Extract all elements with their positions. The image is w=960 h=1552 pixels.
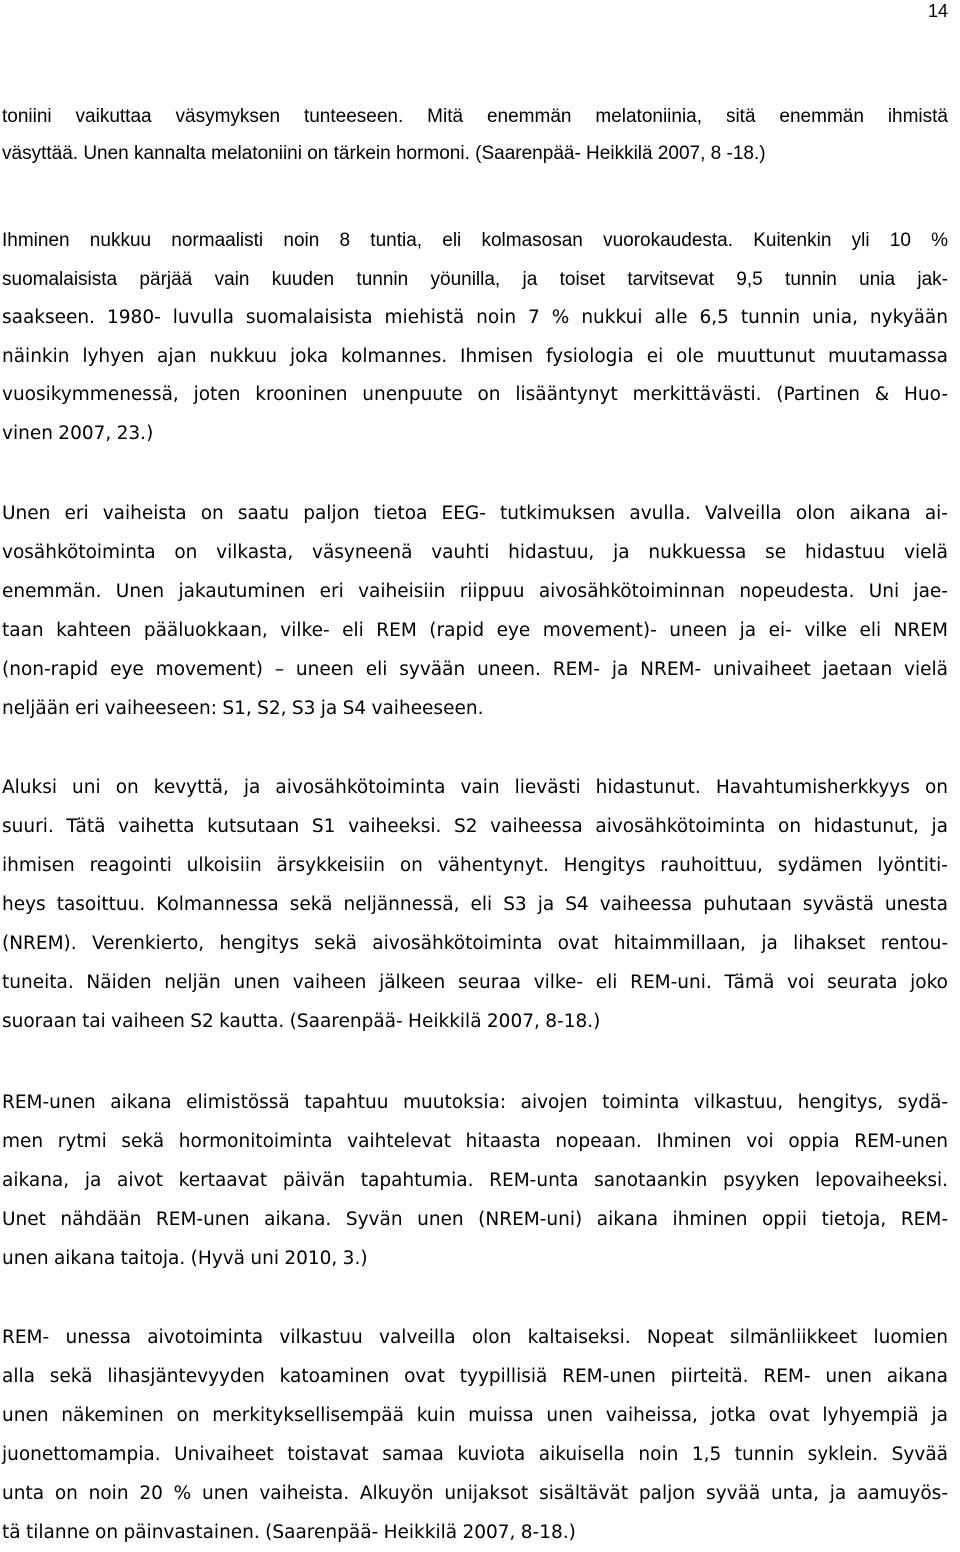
paragraph-sleep-duration xyxy=(2,222,948,453)
text-line: Unet nähdään REM-unen aikana. Syvän unen (NREM-uni) aikana ihminen oppii tietoja, REM- xyxy=(2,1209,948,1230)
text-line: tuneita. Näiden neljän unen vaiheen jälkeen seuraa vilke- eli REM-uni. Tämä voi seurata joko xyxy=(2,972,948,993)
text-line: suoraan tai vaiheen S2 kautta. (Saarenpää- Heikkilä 2007, 8-18.) xyxy=(2,1011,601,1032)
text-line: (non-rapid eye movement) – uneen eli syvään uneen. REM- ja NREM- univaiheet jaetaan vielä xyxy=(2,659,948,680)
text-line: unen aikana taitoja. (Hyvä uni 2010, 3.) xyxy=(2,1248,368,1269)
paragraph-rem-activity xyxy=(2,1318,948,1552)
text-line: REM-unen aikana elimistössä tapahtuu muutoksia: aivojen toiminta vilkastuu, hengitys, sydä- xyxy=(2,1092,948,1113)
text-line: juonettomampia. Univaiheet toistavat samaa kuviota aikuisella noin 1,5 tunnin syklein. Syvää xyxy=(2,1444,948,1465)
text-line: REM- unessa aivotoiminta vilkastuu valveilla olon kaltaiseksi. Nopeat silmänliikkeet luomien xyxy=(2,1327,948,1348)
page-number: 14 xyxy=(927,1,948,21)
text-line: suomalaisista pärjää vain kuuden tunnin yöunilla, ja toiset tarvitsevat 9,5 tunnin unia jak- xyxy=(2,268,948,290)
text-line: tä tilanne on päinvastainen. (Saarenpää- Heikkilä 2007, 8-18.) xyxy=(2,1522,576,1543)
text-line: saakseen. 1980- luvulla suomalaisista miehistä noin 7 % nukkui alle 6,5 tunnin unia, nykyään xyxy=(2,307,948,328)
paragraph-light-sleep xyxy=(2,768,948,1041)
paragraph-rem-changes xyxy=(2,1083,948,1278)
text-line: näinkin lyhyen ajan nukkuu joka kolmannes. Ihmisen fysiologia ei ole muuttunut muutamassa xyxy=(2,345,948,367)
text-line: ihmisen reagointi ulkoisiin ärsykkeisiin on vähentynyt. Hengitys rauhoittuu, sydämen lyöntiti- xyxy=(2,855,948,876)
paragraph-melatonin xyxy=(2,98,948,172)
text-line: unta on noin 20 % unen vaiheista. Alkuyön unijaksot sisältävät paljon syvää unta, ja aamuyös- xyxy=(2,1483,948,1504)
text-line: suuri. Tätä vaihetta kutsutaan S1 vaiheeksi. S2 vaiheessa aivosähkötoiminta on hidastunut, ja xyxy=(2,816,948,837)
text-line: taan kahteen pääluokkaan, vilke- eli REM (rapid eye movement)- uneen ja ei- vilke eli NREM xyxy=(2,620,948,641)
text-line: unen näkeminen on merkityksellisempää kuin muissa unen vaiheissa, jotka ovat lyhyempiä ja xyxy=(2,1405,948,1426)
text-line: men rytmi sekä hormonitoiminta vaihtelevat hitaasta nopeaan. Ihminen voi oppia REM-unen xyxy=(2,1131,948,1152)
text-line: aikana, ja aivot kertaavat päivän tapahtumia. REM-unta sanotaankin psyyken lepovaiheeksi. xyxy=(2,1170,948,1191)
text-line: vuosikymmenessä, joten krooninen unenpuute on lisääntynyt merkittävästi. (Partinen & Huo- xyxy=(2,384,948,405)
text-line: Aluksi uni on kevyttä, ja aivosähkötoiminta vain lievästi hidastunut. Havahtumisherkkyys on xyxy=(2,777,948,798)
paragraph-sleep-stages xyxy=(2,494,948,728)
text-line: heys tasoittuu. Kolmannessa sekä neljännessä, eli S3 ja S4 vaiheessa puhutaan syvästä unesta xyxy=(2,894,948,915)
text-line: enemmän. Unen jakautuminen eri vaiheisiin riippuu aivosähkötoiminnan nopeudesta. Uni jae- xyxy=(2,581,948,602)
text-line: vosähkötoiminta on vilkasta, väsyneenä vauhti hidastuu, ja nukkuessa se hidastuu vielä xyxy=(2,542,948,563)
text-line: Ihminen nukkuu normaalisti noin 8 tuntia, eli kolmasosan vuorokaudesta. Kuitenkin yli 10 % xyxy=(2,230,948,251)
text-line: neljään eri vaiheeseen: S1, S2, S3 ja S4 vaiheeseen. xyxy=(2,698,484,719)
text-line: (NREM). Verenkierto, hengitys sekä aivosähkötoiminta ovat hitaimmillaan, ja lihakset rentou- xyxy=(2,933,948,954)
text-line: alla sekä lihasjäntevyyden katoaminen ovat tyypillisiä REM-unen piirteitä. REM- unen aikana xyxy=(2,1366,948,1387)
text-line: vinen 2007, 23.) xyxy=(2,422,154,444)
text-line: toniini vaikuttaa väsymyksen tunteeseen. Mitä enemmän melatoniinia, sitä enemmän ihmistä xyxy=(2,106,948,127)
text-line: Unen eri vaiheista on saatu paljon tietoa EEG- tutkimuksen avulla. Valveilla olon aikana ai- xyxy=(2,503,948,524)
text-line: väsyttää. Unen kannalta melatoniini on tärkein hormoni. (Saarenpää- Heikkilä 2007, 8 -18.) xyxy=(2,143,766,164)
